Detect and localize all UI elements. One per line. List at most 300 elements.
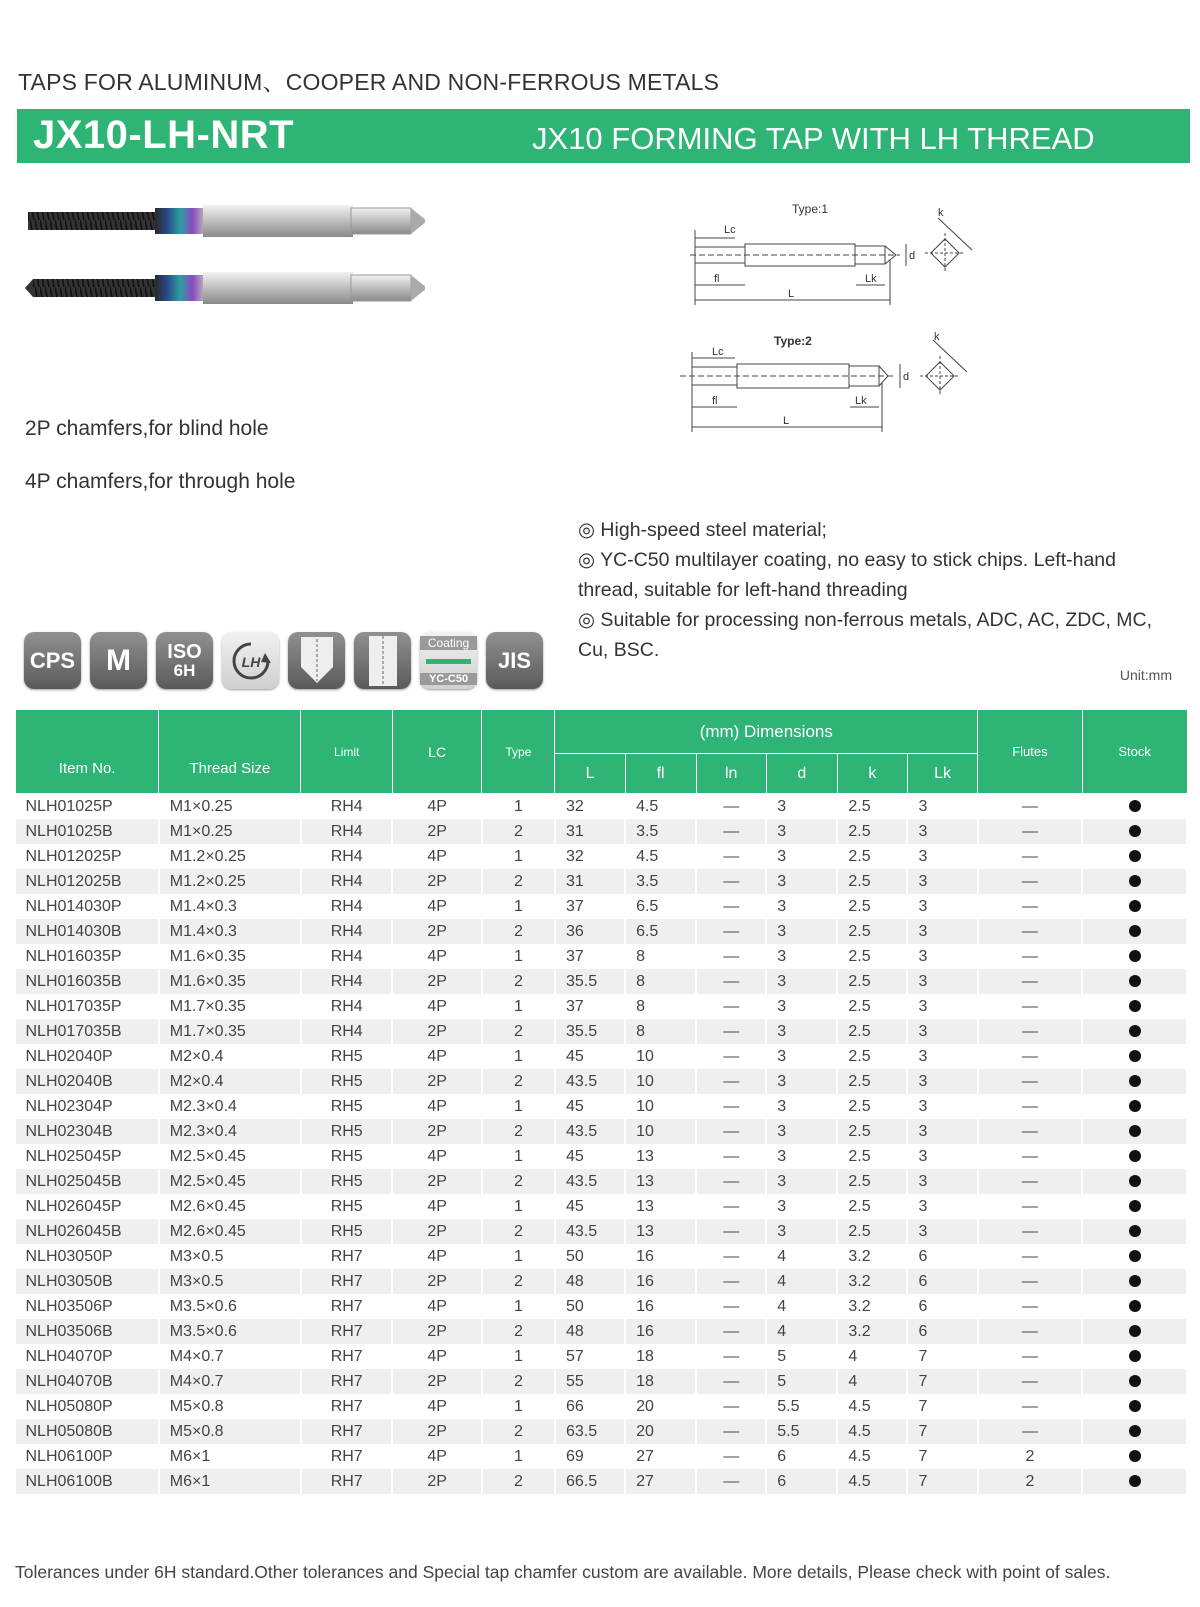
thread-size-cell: M1.4×0.3 <box>159 894 301 919</box>
in-stock-dot-icon <box>1129 975 1141 987</box>
stock-cell <box>1082 819 1187 844</box>
in-stock-dot-icon <box>1129 1275 1141 1287</box>
d-cell: 3 <box>766 994 837 1019</box>
l-cell: 43.5 <box>555 1219 625 1244</box>
header-lk: Lk <box>907 754 977 794</box>
ln-cell: — <box>696 1294 766 1319</box>
ln-cell: — <box>696 1144 766 1169</box>
flutes-cell: — <box>978 819 1083 844</box>
in-stock-dot-icon <box>1129 1025 1141 1037</box>
l-cell: 43.5 <box>555 1169 625 1194</box>
type-cell: 1 <box>482 844 555 869</box>
k-cell: 4.5 <box>837 1444 907 1469</box>
fl-cell: 27 <box>625 1444 696 1469</box>
thread-size-cell: M3×0.5 <box>159 1269 301 1294</box>
limit-cell: RH4 <box>301 819 392 844</box>
flutes-cell: — <box>978 894 1083 919</box>
lk-cell: 7 <box>907 1469 977 1494</box>
thread-size-cell: M4×0.7 <box>159 1369 301 1394</box>
lk-cell: 3 <box>907 1019 977 1044</box>
m-icon-text: M <box>106 643 131 677</box>
fl-cell: 13 <box>625 1194 696 1219</box>
lk-cell: 3 <box>907 919 977 944</box>
fl-cell: 6.5 <box>625 894 696 919</box>
stock-cell <box>1082 1369 1187 1394</box>
item-no-cell: NLH01025B <box>16 819 159 844</box>
type-cell: 2 <box>482 969 555 994</box>
ln-cell: — <box>696 944 766 969</box>
d-cell: 3 <box>766 1219 837 1244</box>
k-cell: 2.5 <box>837 894 907 919</box>
lc-label: Lc <box>724 224 736 236</box>
table-row <box>16 1144 1188 1169</box>
coating-stripe <box>426 659 472 664</box>
table-row <box>16 994 1188 1019</box>
in-stock-dot-icon <box>1129 1225 1141 1237</box>
ln-cell: — <box>696 1344 766 1369</box>
thread-size-cell: M3.5×0.6 <box>159 1294 301 1319</box>
limit-cell: RH4 <box>301 794 392 820</box>
ln-cell: — <box>696 869 766 894</box>
l-cell: 35.5 <box>555 969 625 994</box>
lk-cell: 3 <box>907 1219 977 1244</box>
l-cell: 37 <box>555 944 625 969</box>
k-cell: 4 <box>837 1344 907 1369</box>
in-stock-dot-icon <box>1129 1475 1141 1487</box>
lc-cell: 2P <box>392 869 481 894</box>
flutes-cell: — <box>978 919 1083 944</box>
type-cell: 2 <box>482 1219 555 1244</box>
coating-text: Coating <box>420 636 477 650</box>
lk-label-2: Lk <box>855 395 867 407</box>
d-cell: 3 <box>766 794 837 820</box>
d-cell: 4 <box>766 1244 837 1269</box>
header-d: d <box>766 754 837 794</box>
table-row <box>16 1219 1188 1244</box>
flutes-cell: — <box>978 1344 1083 1369</box>
lc-cell: 2P <box>392 1269 481 1294</box>
ln-cell: — <box>696 919 766 944</box>
thread-size-cell: M1.7×0.35 <box>159 994 301 1019</box>
flutes-cell: — <box>978 869 1083 894</box>
ln-cell: — <box>696 1244 766 1269</box>
thread-size-cell: M4×0.7 <box>159 1344 301 1369</box>
thread-size-cell: M3×0.5 <box>159 1244 301 1269</box>
lc-cell: 4P <box>392 794 481 820</box>
tap-product-photo <box>25 200 425 310</box>
type-cell: 2 <box>482 1469 555 1494</box>
type-cell: 2 <box>482 1319 555 1344</box>
thread-size-cell: M2.6×0.45 <box>159 1194 301 1219</box>
item-no-cell: NLH016035P <box>16 944 159 969</box>
l-cell: 50 <box>555 1244 625 1269</box>
lc-cell: 2P <box>392 1219 481 1244</box>
table-row <box>16 919 1188 944</box>
fl-label: fl <box>714 273 720 285</box>
thread-size-cell: M1.7×0.35 <box>159 1019 301 1044</box>
header-fl: fl <box>625 754 696 794</box>
l-cell: 31 <box>555 819 625 844</box>
thread-size-cell: M2×0.4 <box>159 1069 301 1094</box>
d-cell: 5 <box>766 1369 837 1394</box>
in-stock-dot-icon <box>1129 925 1141 937</box>
k-cell: 2.5 <box>837 819 907 844</box>
in-stock-dot-icon <box>1129 1050 1141 1062</box>
limit-cell: RH7 <box>301 1294 392 1319</box>
table-row <box>16 1044 1188 1069</box>
d-cell: 5.5 <box>766 1394 837 1419</box>
lk-cell: 3 <box>907 1144 977 1169</box>
fl-cell: 8 <box>625 1019 696 1044</box>
table-row <box>16 944 1188 969</box>
ln-cell: — <box>696 894 766 919</box>
ln-cell: — <box>696 1019 766 1044</box>
fl-cell: 8 <box>625 994 696 1019</box>
d-cell: 3 <box>766 1069 837 1094</box>
limit-cell: RH5 <box>301 1169 392 1194</box>
iso-6h-icon <box>156 632 213 689</box>
flutes-cell: — <box>978 1369 1083 1394</box>
k-cell: 2.5 <box>837 994 907 1019</box>
k-cell: 2.5 <box>837 844 907 869</box>
type-cell: 1 <box>482 944 555 969</box>
tolerance-text: 6H <box>173 660 196 680</box>
limit-cell: RH4 <box>301 944 392 969</box>
lk-cell: 3 <box>907 844 977 869</box>
flutes-cell: — <box>978 969 1083 994</box>
ln-cell: — <box>696 1419 766 1444</box>
flutes-cell: — <box>978 944 1083 969</box>
ln-cell: — <box>696 1119 766 1144</box>
item-no-cell: NLH03506B <box>16 1319 159 1344</box>
thread-size-cell: M2.6×0.45 <box>159 1219 301 1244</box>
limit-cell: RH4 <box>301 869 392 894</box>
type-cell: 1 <box>482 1444 555 1469</box>
fl-cell: 8 <box>625 969 696 994</box>
limit-cell: RH5 <box>301 1119 392 1144</box>
chamfer-hole-icon <box>288 632 345 689</box>
flutes-cell: — <box>978 994 1083 1019</box>
type2-label: Type:2 <box>774 334 812 348</box>
product-code: JX10-LH-NRT <box>33 113 295 157</box>
limit-cell: RH7 <box>301 1394 392 1419</box>
flutes-cell: — <box>978 1319 1083 1344</box>
limit-cell: RH5 <box>301 1194 392 1219</box>
table-row <box>16 1419 1188 1444</box>
limit-cell: RH4 <box>301 844 392 869</box>
lc-label-2: Lc <box>712 346 724 358</box>
type-cell: 1 <box>482 1244 555 1269</box>
limit-cell: RH4 <box>301 919 392 944</box>
item-no-cell: NLH014030B <box>16 919 159 944</box>
table-row <box>16 969 1188 994</box>
thread-size-cell: M2.3×0.4 <box>159 1119 301 1144</box>
type-cell: 1 <box>482 1344 555 1369</box>
table-row <box>16 1319 1188 1344</box>
item-no-cell: NLH03050B <box>16 1269 159 1294</box>
flutes-cell: — <box>978 1019 1083 1044</box>
thread-size-cell: M1.2×0.25 <box>159 844 301 869</box>
flutes-cell: — <box>978 1219 1083 1244</box>
d-cell: 3 <box>766 844 837 869</box>
d-cell: 3 <box>766 1119 837 1144</box>
m-thread-icon <box>90 632 147 689</box>
item-no-cell: NLH05080B <box>16 1419 159 1444</box>
lk-cell: 3 <box>907 1069 977 1094</box>
coating-name-text: YC-C50 <box>420 673 477 685</box>
ln-cell: — <box>696 1269 766 1294</box>
l-cell: 45 <box>555 1044 625 1069</box>
in-stock-dot-icon <box>1129 875 1141 887</box>
limit-cell: RH5 <box>301 1219 392 1244</box>
fl-cell: 13 <box>625 1144 696 1169</box>
fl-cell: 10 <box>625 1069 696 1094</box>
header-k: k <box>837 754 907 794</box>
item-no-cell: NLH02304B <box>16 1119 159 1144</box>
item-no-cell: NLH025045P <box>16 1144 159 1169</box>
type-cell: 1 <box>482 1044 555 1069</box>
k-cell: 2.5 <box>837 1069 907 1094</box>
k-cell: 2.5 <box>837 1094 907 1119</box>
left-hand-thread-icon <box>222 632 279 689</box>
type-cell: 2 <box>482 1119 555 1144</box>
in-stock-dot-icon <box>1129 1100 1141 1112</box>
unit-label: Unit:mm <box>1119 667 1172 683</box>
thread-size-cell: M2.5×0.45 <box>159 1169 301 1194</box>
jis-icon <box>486 632 543 689</box>
k-cell: 3.2 <box>837 1294 907 1319</box>
d-cell: 3 <box>766 1019 837 1044</box>
header-l: L <box>555 754 625 794</box>
lc-cell: 2P <box>392 1069 481 1094</box>
item-no-cell: NLH017035B <box>16 1019 159 1044</box>
fl-cell: 10 <box>625 1119 696 1144</box>
flutes-cell: — <box>978 844 1083 869</box>
k-cell: 3.2 <box>837 1269 907 1294</box>
fl-cell: 13 <box>625 1169 696 1194</box>
table-row <box>16 1294 1188 1319</box>
type-cell: 1 <box>482 994 555 1019</box>
thread-size-cell: M1.6×0.35 <box>159 969 301 994</box>
item-no-cell: NLH04070P <box>16 1344 159 1369</box>
lk-cell: 3 <box>907 1119 977 1144</box>
in-stock-dot-icon <box>1129 850 1141 862</box>
header-type: Type <box>482 710 555 794</box>
thread-size-cell: M2×0.4 <box>159 1044 301 1069</box>
limit-cell: RH4 <box>301 894 392 919</box>
lk-cell: 3 <box>907 969 977 994</box>
lc-cell: 4P <box>392 894 481 919</box>
ln-cell: — <box>696 969 766 994</box>
fl-cell: 16 <box>625 1294 696 1319</box>
header-stock: Stock <box>1082 710 1187 794</box>
ln-cell: — <box>696 1369 766 1394</box>
k-cell: 2.5 <box>837 869 907 894</box>
k-cell: 4.5 <box>837 1394 907 1419</box>
lc-cell: 4P <box>392 1294 481 1319</box>
product-banner <box>17 109 1190 163</box>
k-label: k <box>938 207 944 219</box>
l-label: L <box>788 288 795 300</box>
thread-size-cell: M1×0.25 <box>159 794 301 820</box>
limit-cell: RH5 <box>301 1069 392 1094</box>
flutes-cell: — <box>978 1419 1083 1444</box>
item-no-cell: NLH01025P <box>16 794 159 820</box>
ln-cell: — <box>696 1069 766 1094</box>
d-cell: 4 <box>766 1269 837 1294</box>
category-heading: TAPS FOR ALUMINUM、COOPER AND NON-FERROUS METALS <box>18 69 720 95</box>
d-cell: 4 <box>766 1319 837 1344</box>
stock-cell <box>1082 794 1187 820</box>
thread-size-cell: M6×1 <box>159 1469 301 1494</box>
item-no-cell: NLH012025P <box>16 844 159 869</box>
lc-cell: 4P <box>392 1044 481 1069</box>
in-stock-dot-icon <box>1129 1325 1141 1337</box>
fl-cell: 20 <box>625 1419 696 1444</box>
lc-cell: 4P <box>392 1444 481 1469</box>
k-cell: 2.5 <box>837 794 907 820</box>
lk-cell: 3 <box>907 894 977 919</box>
l-cell: 43.5 <box>555 1069 625 1094</box>
type-cell: 1 <box>482 1144 555 1169</box>
table-row <box>16 844 1188 869</box>
lc-cell: 4P <box>392 1094 481 1119</box>
item-no-cell: NLH026045P <box>16 1194 159 1219</box>
item-no-cell: NLH03050P <box>16 1244 159 1269</box>
stock-cell <box>1082 1169 1187 1194</box>
blind-hole-icon <box>297 637 337 685</box>
k-cell: 2.5 <box>837 1219 907 1244</box>
item-no-cell: NLH02040P <box>16 1044 159 1069</box>
l-cell: 35.5 <box>555 1019 625 1044</box>
lk-cell: 3 <box>907 1194 977 1219</box>
header-lc: LC <box>392 710 481 794</box>
k-cell: 2.5 <box>837 1194 907 1219</box>
item-no-cell: NLH014030P <box>16 894 159 919</box>
type-cell: 2 <box>482 919 555 944</box>
lc-cell: 2P <box>392 819 481 844</box>
d-cell: 3 <box>766 944 837 969</box>
lc-cell: 2P <box>392 1419 481 1444</box>
diagram-type-1 <box>690 202 972 305</box>
flutes-cell: — <box>978 1169 1083 1194</box>
k-cell: 4 <box>837 1369 907 1394</box>
k-cell: 3.2 <box>837 1244 907 1269</box>
in-stock-dot-icon <box>1129 950 1141 962</box>
d-cell: 3 <box>766 869 837 894</box>
thread-size-cell: M5×0.8 <box>159 1394 301 1419</box>
ln-cell: — <box>696 1469 766 1494</box>
item-no-cell: NLH06100P <box>16 1444 159 1469</box>
table-row <box>16 1119 1188 1144</box>
svg-text:LH: LH <box>241 653 260 670</box>
table-row <box>16 794 1188 820</box>
item-no-cell: NLH02040B <box>16 1069 159 1094</box>
through-hole-shape-icon <box>363 636 403 686</box>
thread-size-cell: M1.2×0.25 <box>159 869 301 894</box>
ln-cell: — <box>696 1219 766 1244</box>
flutes-cell: — <box>978 1119 1083 1144</box>
flutes-cell: — <box>978 1244 1083 1269</box>
stock-cell <box>1082 1044 1187 1069</box>
fl-cell: 10 <box>625 1044 696 1069</box>
limit-cell: RH4 <box>301 994 392 1019</box>
stock-cell <box>1082 1219 1187 1244</box>
k-cell: 3.2 <box>837 1319 907 1344</box>
stock-cell <box>1082 1194 1187 1219</box>
type-cell: 2 <box>482 819 555 844</box>
table-row <box>16 1469 1188 1494</box>
fl-cell: 3.5 <box>625 819 696 844</box>
limit-cell: RH5 <box>301 1144 392 1169</box>
fl-cell: 4.5 <box>625 794 696 820</box>
stock-cell <box>1082 844 1187 869</box>
fl-cell: 18 <box>625 1369 696 1394</box>
table-row <box>16 1369 1188 1394</box>
k-label-2: k <box>934 331 940 343</box>
lk-cell: 3 <box>907 1094 977 1119</box>
d-cell: 3 <box>766 969 837 994</box>
d-cell: 6 <box>766 1469 837 1494</box>
thread-size-cell: M5×0.8 <box>159 1419 301 1444</box>
ln-cell: — <box>696 1094 766 1119</box>
k-cell: 4.5 <box>837 1469 907 1494</box>
feature-item: ◎ High-speed steel material; <box>578 519 827 541</box>
ln-cell: — <box>696 1319 766 1344</box>
fl-cell: 16 <box>625 1269 696 1294</box>
k-cell: 2.5 <box>837 1044 907 1069</box>
chamfer-4p-text: 4P chamfers,for through hole <box>25 470 296 493</box>
iso-text: ISO <box>167 640 202 663</box>
lc-cell: 4P <box>392 1344 481 1369</box>
flutes-cell: 2 <box>978 1444 1083 1469</box>
table-row <box>16 1244 1188 1269</box>
d-cell: 3 <box>766 894 837 919</box>
d-cell: 3 <box>766 919 837 944</box>
type-cell: 1 <box>482 1294 555 1319</box>
lk-cell: 3 <box>907 819 977 844</box>
in-stock-dot-icon <box>1129 1075 1141 1087</box>
type-cell: 1 <box>482 1194 555 1219</box>
lc-cell: 4P <box>392 1194 481 1219</box>
thread-size-cell: M6×1 <box>159 1444 301 1469</box>
in-stock-dot-icon <box>1129 1000 1141 1012</box>
item-no-cell: NLH05080P <box>16 1394 159 1419</box>
d-cell: 5 <box>766 1344 837 1369</box>
type-cell: 1 <box>482 1394 555 1419</box>
l-cell: 45 <box>555 1194 625 1219</box>
l-cell: 63.5 <box>555 1419 625 1444</box>
stock-cell <box>1082 894 1187 919</box>
table-row <box>16 1394 1188 1419</box>
fl-cell: 4.5 <box>625 844 696 869</box>
l-cell: 66 <box>555 1394 625 1419</box>
table-row <box>16 1444 1188 1469</box>
lk-cell: 3 <box>907 1169 977 1194</box>
tap-4p <box>25 272 425 304</box>
flutes-cell: — <box>978 1144 1083 1169</box>
type-cell: 2 <box>482 869 555 894</box>
fl-cell: 27 <box>625 1469 696 1494</box>
l-cell: 31 <box>555 869 625 894</box>
limit-cell: RH7 <box>301 1469 392 1494</box>
stock-cell <box>1082 1419 1187 1444</box>
lk-cell: 7 <box>907 1344 977 1369</box>
item-no-cell: NLH026045B <box>16 1219 159 1244</box>
fl-cell: 3.5 <box>625 869 696 894</box>
type-cell: 2 <box>482 1169 555 1194</box>
flutes-cell: — <box>978 1294 1083 1319</box>
